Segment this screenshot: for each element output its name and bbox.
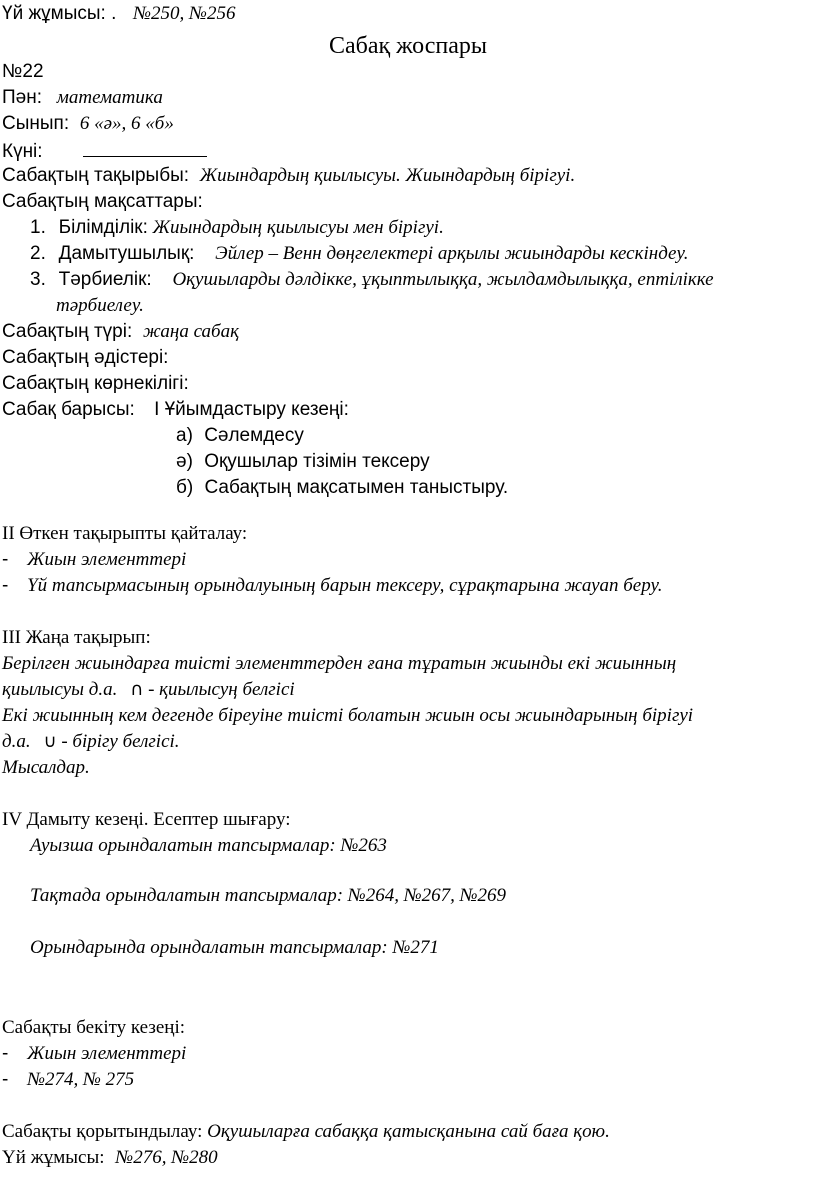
date-line: [2, 138, 207, 164]
consolidate-item-text: Жиын элементтері: [27, 1043, 187, 1064]
goal-item: [30, 268, 714, 292]
summary-value: Оқушыларға сабаққа қатысқанына сай баға қою.: [207, 1121, 610, 1142]
stage-organization-heading: І Ұйымдастыру кезеңі:: [154, 399, 349, 420]
intersection-symbol: ∩: [130, 679, 144, 700]
bullet-dash: -: [2, 549, 9, 570]
lesson-methods-label: Сабақтың әдістері:: [2, 347, 169, 368]
stage-item-mark: б): [176, 477, 194, 498]
homework-top-label: Үй жұмысы: .: [2, 3, 117, 24]
goals-label: Сабақтың мақсаттары:: [2, 191, 203, 212]
stage-item-mark: ә): [176, 451, 193, 472]
new-topic-line: [2, 678, 295, 702]
union-symbol: ∪: [43, 731, 57, 752]
new-topic-line: [2, 730, 180, 754]
new-topic-line: Екі жиынның кем дегенде біреуіне тиісті болатын жиын осы жиындарының бірігуі: [2, 705, 694, 726]
subject-label: Пән:: [2, 87, 42, 108]
new-topic-heading: ІІІ Жаңа тақырып:: [2, 627, 151, 648]
consolidate-item: [2, 1068, 134, 1092]
goal-item: [30, 242, 688, 266]
homework-bottom-value: №276, №280: [115, 1147, 218, 1168]
goal-item: [30, 216, 444, 240]
review-item: [2, 574, 662, 598]
topic-value: Жиындардың қиылысуы. Жиындардың бірігуі.: [199, 165, 576, 186]
homework-bottom-line: [2, 1146, 218, 1170]
bullet-dash: -: [2, 1043, 9, 1064]
homework-top-line: [2, 2, 235, 26]
consolidate-heading: Сабақты бекіту кезеңі:: [2, 1017, 186, 1038]
goal-value: Оқушыларды дәлдікке, ұқыптылыққа, жылдамдылыққа, ептілікке: [172, 269, 714, 290]
consolidate-item: [2, 1042, 186, 1066]
class-line: [2, 112, 174, 136]
page-title: Сабақ жоспары: [328, 33, 488, 59]
stage-item: [176, 476, 508, 500]
seat-tasks: Орындарында орындалатын тапсырмалар: №271: [30, 937, 439, 958]
stage-item-text: Сәлемдесу: [204, 425, 304, 446]
examples-label: Мысалдар.: [2, 757, 90, 778]
subject-value: математика: [56, 87, 163, 108]
new-topic-line: Берілген жиындарға тиісті элементтерден ғана тұратын жиынды екі жиынның: [2, 653, 677, 674]
lesson-visuals-label: Сабақтың көрнекілігі:: [2, 373, 189, 394]
review-item-text: Жиын элементтері: [27, 549, 187, 570]
bullet-dash: -: [2, 575, 9, 596]
new-topic-text: қиылысуы д.а.: [2, 679, 118, 700]
consolidate-item-text: №274, № 275: [27, 1069, 135, 1090]
review-item: [2, 548, 186, 572]
summary-line: [2, 1120, 610, 1144]
lesson-type-line: [2, 320, 239, 344]
topic-line: [2, 164, 575, 188]
class-label: Сынып:: [2, 113, 70, 134]
lesson-process-line: [2, 398, 349, 422]
date-blank-field: [83, 138, 207, 157]
stage-item-mark: а): [176, 425, 193, 446]
goal-label: Дамытушылық:: [58, 243, 195, 264]
review-item-text: Үй тапсырмасының орындалуының барын тексеру, сұрақтарына жауап беру.: [27, 575, 663, 596]
homework-bottom-label: Үй жұмысы:: [2, 1147, 105, 1168]
lesson-type-label: Сабақтың түрі:: [2, 321, 133, 342]
bullet-dash: -: [2, 1069, 9, 1090]
subject-line: [2, 86, 163, 110]
goal-number: 3.: [30, 269, 46, 290]
goal-label: Білімділік:: [58, 217, 148, 238]
stage-item: [176, 450, 430, 474]
goal-label: Тәрбиелік:: [58, 269, 152, 290]
goal-number: 2.: [30, 243, 46, 264]
stage-item-text: Оқушылар тізімін тексеру: [204, 451, 430, 472]
new-topic-text: - қиылысуң белгісі: [148, 679, 295, 700]
homework-top-value: №250, №256: [133, 3, 236, 24]
lesson-number: №22: [2, 61, 44, 82]
stage-item: [176, 424, 304, 448]
board-tasks: Тақтада орындалатын тапсырмалар: №264, №267, №269: [30, 885, 507, 906]
lesson-type-value: жаңа сабақ: [142, 321, 239, 342]
stage-item-text: Сабақтың мақсатымен таныстыру.: [204, 477, 509, 498]
date-label: Күні:: [2, 141, 43, 162]
develop-heading: IV Дамыту кезеңі. Есептер шығару:: [2, 809, 291, 830]
topic-label: Сабақтың тақырыбы:: [2, 165, 190, 186]
goal-value-continuation: тәрбиелеу.: [56, 295, 144, 316]
summary-label: Сабақты қорытындылау:: [2, 1121, 203, 1142]
review-heading: ІІ Өткен тақырыпты қайталау:: [2, 523, 248, 544]
lesson-process-label: Сабақ барысы:: [2, 399, 135, 420]
goal-number: 1.: [30, 217, 46, 238]
goal-value: Жиындардың қиылысуы мен бірігуі.: [152, 217, 444, 238]
oral-tasks: Ауызша орындалатын тапсырмалар: №263: [30, 835, 387, 856]
new-topic-text: д.а.: [2, 731, 31, 752]
goal-value: Эйлер – Венн дөңгелектері арқылы жиындарды кескіндеу.: [215, 243, 689, 264]
new-topic-text: - бірігу белгісі.: [61, 731, 180, 752]
class-value: 6 «ә», 6 «б»: [79, 113, 174, 134]
